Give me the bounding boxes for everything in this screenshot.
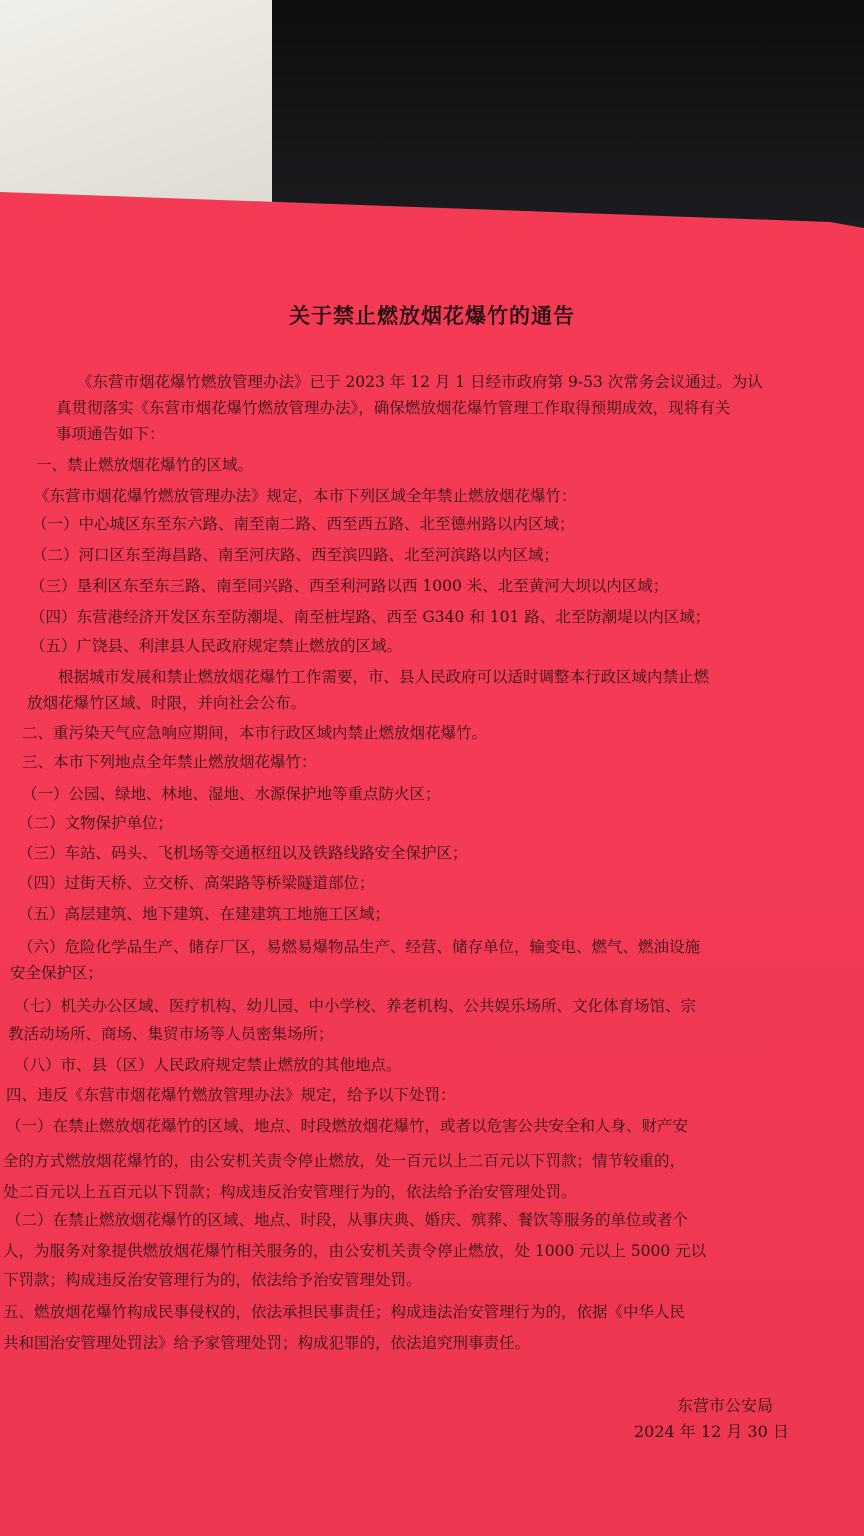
list-item: （七）机关办公区域、医疗机构、幼儿园、中小学校、养老机构、公共娱乐场所、文化体育场馆、宗 bbox=[14, 997, 697, 1015]
list-item: （一）在禁止燃放烟花爆竹的区域、地点、时段燃放烟花爆竹，或者以危害公共安全和人身、财产安 bbox=[6, 1117, 689, 1135]
list-item: （四）东营港经济开发区东至防潮堤、南至桩埕路、西至 G340 和 101 路、北至防潮堤以内区域； bbox=[30, 608, 711, 626]
list-item: （一）公园、绿地、林地、湿地、水源保护地等重点防火区； bbox=[22, 785, 441, 803]
body-line: 下罚款；构成违反治安管理行为的，依法给予治安管理处罚。 bbox=[3, 1271, 422, 1289]
list-item: （五）广饶县、利津县人民政府规定禁止燃放的区域。 bbox=[30, 637, 403, 655]
issuer-signature: 东营市公安局 bbox=[677, 1396, 774, 1415]
list-item: （四）过街天桥、立交桥、高架路等桥梁隧道部位； bbox=[18, 874, 375, 892]
body-line: 共和国治安管理处罚法》给予家管理处罚；构成犯罪的，依法追究刑事责任。 bbox=[3, 1334, 531, 1352]
body-line: 《东营市烟花爆竹燃放管理办法》规定，本市下列区域全年禁止燃放烟花爆竹： bbox=[34, 487, 577, 505]
section-heading: 四、违反《东营市烟花爆竹燃放管理办法》规定，给予以下处罚： bbox=[6, 1086, 456, 1104]
list-item: （五）高层建筑、地下建筑、在建建筑工地施工区域； bbox=[18, 905, 391, 923]
body-line: 事项通告如下： bbox=[56, 425, 165, 443]
list-item: （八）市、县（区）人民政府规定禁止燃放的其他地点。 bbox=[14, 1056, 402, 1074]
list-item: （三）垦利区东至东三路、南至同兴路、西至利河路以西 1000 米、北至黄河大坝以内区域； bbox=[30, 577, 669, 595]
notice-title: 关于禁止燃放烟花爆竹的通告 bbox=[289, 303, 575, 328]
body-line: 教活动场所、商场、集贸市场等人员密集场所； bbox=[8, 1025, 334, 1043]
list-item: （三）车站、码头、飞机场等交通枢纽以及铁路线路安全保护区； bbox=[18, 844, 468, 862]
body-line: 真贯彻落实《东营市烟花爆竹燃放管理办法》，确保燃放烟花爆竹管理工作取得预期成效，现将有关 bbox=[56, 399, 731, 417]
section-heading: 二、重污染天气应急响应期间，本市行政区域内禁止燃放烟花爆竹。 bbox=[22, 724, 488, 742]
issue-date: 2024 年 12 月 30 日 bbox=[634, 1422, 789, 1441]
list-item: （二）河口区东至海昌路、南至河庆路、西至滨四路、北至河滨路以内区域； bbox=[32, 546, 560, 564]
list-item: （一）中心城区东至东六路、南至南二路、西至西五路、北至德州路以内区域； bbox=[32, 515, 575, 533]
body-line: 《东营市烟花爆竹燃放管理办法》已于 2023 年 12 月 1 日经市政府第 9-53 次常务会议通过。为认 bbox=[77, 373, 763, 391]
section-heading: 一、禁止燃放烟花爆竹的区域。 bbox=[36, 456, 254, 474]
body-line: 处二百元以上五百元以下罚款；构成违反治安管理行为的，依法给予治安管理处罚。 bbox=[3, 1183, 577, 1201]
section-heading: 五、燃放烟花爆竹构成民事侵权的，依法承担民事责任；构成违法治安管理行为的，依据《中华人民 bbox=[3, 1303, 686, 1321]
list-item: （六）危险化学品生产、储存厂区，易燃易爆物品生产、经营、储存单位，输变电、燃气、燃油设施 bbox=[18, 938, 701, 956]
body-line: 全的方式燃放烟花爆竹的，由公安机关责令停止燃放，处一百元以上二百元以下罚款；情节较重的， bbox=[3, 1152, 686, 1170]
list-item: （二）在禁止燃放烟花爆竹的区域、地点、时段，从事庆典、婚庆、殡葬、餐饮等服务的单位或者个 bbox=[6, 1211, 689, 1229]
body-line: 根据城市发展和禁止燃放烟花爆竹工作需要，市、县人民政府可以适时调整本行政区域内禁止燃 bbox=[58, 668, 710, 686]
list-item: （二）文物保护单位； bbox=[18, 814, 174, 832]
body-line: 放烟花爆竹区域、时限，并向社会公布。 bbox=[27, 694, 307, 712]
section-heading: 三、本市下列地点全年禁止燃放烟花爆竹： bbox=[22, 753, 317, 771]
body-line: 人，为服务对象提供燃放烟花爆竹相关服务的，由公安机关责令停止燃放，处 1000 元以上 5000 元以 bbox=[3, 1242, 707, 1260]
body-line: 安全保护区； bbox=[10, 964, 104, 982]
